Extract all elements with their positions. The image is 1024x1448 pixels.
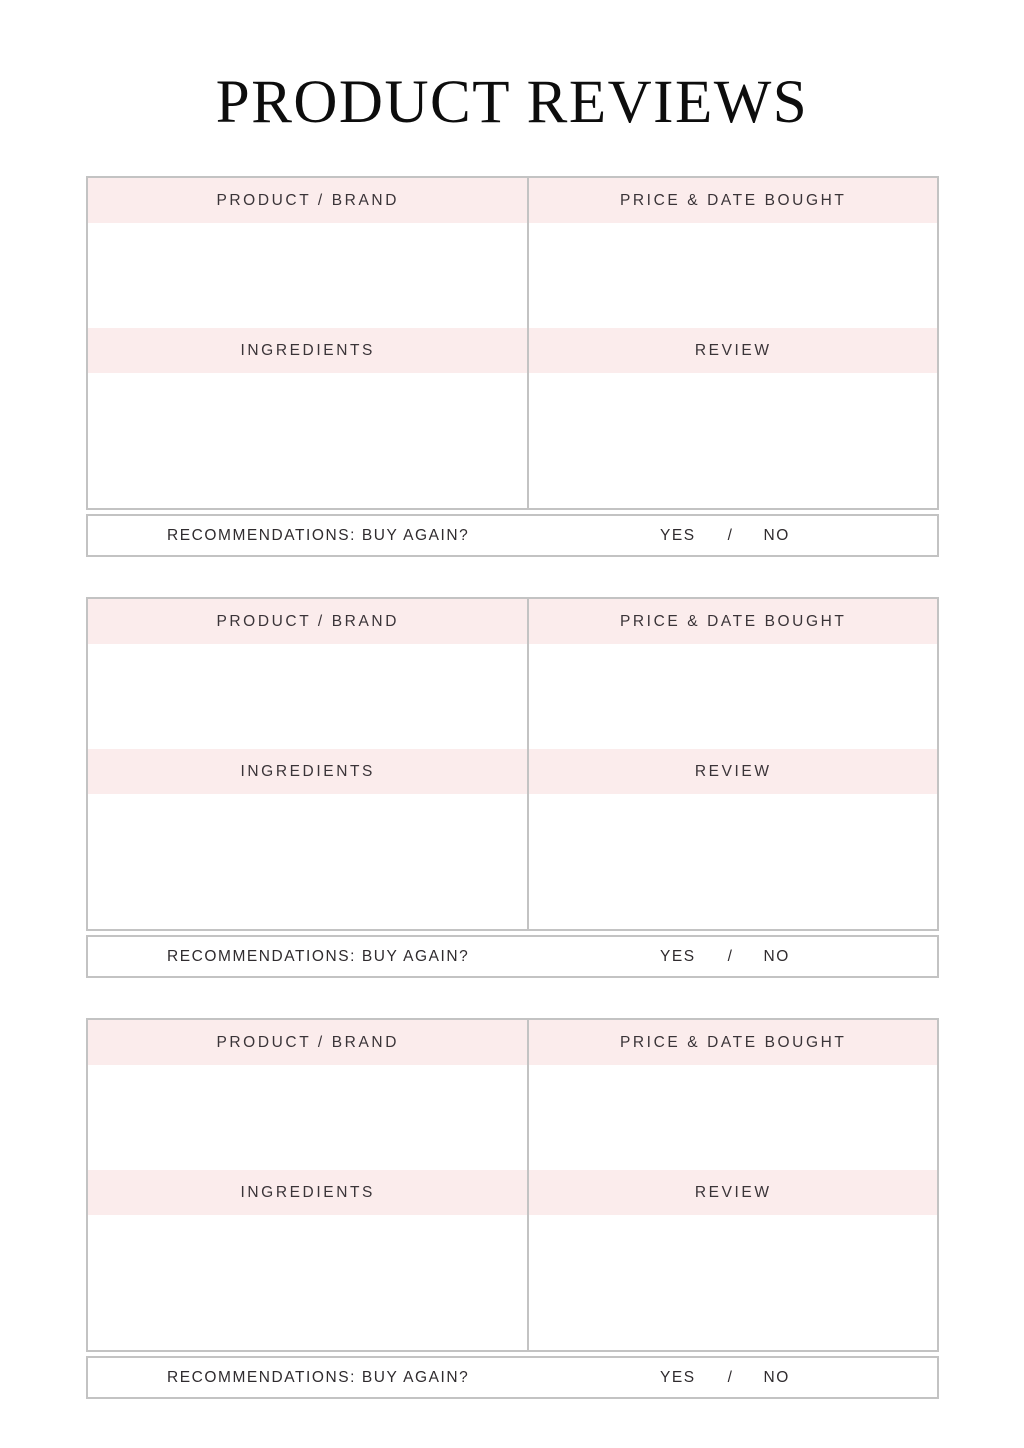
header-cell-price-date [529, 599, 937, 644]
header-label-product-brand: PRODUCT / BRAND [216, 1033, 399, 1051]
review-table [86, 176, 939, 510]
table-header-row-bottom [88, 749, 937, 794]
recommendation-yes-option[interactable]: YES [660, 947, 696, 965]
recommendation-yes-option[interactable]: YES [660, 526, 696, 544]
recommendation-no-option[interactable]: NO [763, 1368, 790, 1386]
recommendation-separator: / [727, 947, 734, 965]
recommendation-separator: / [727, 526, 734, 544]
recommendation-no-option[interactable]: NO [763, 947, 790, 965]
header-label-ingredients: INGREDIENTS [240, 762, 375, 780]
header-label-price-date: PRICE & DATE BOUGHT [619, 612, 847, 630]
page-title: PRODUCT REVIEWS [215, 69, 809, 136]
entry-cell-product-brand[interactable] [88, 223, 529, 328]
recommendation-separator: / [727, 1368, 734, 1386]
table-entry-row-bottom [88, 794, 937, 929]
recommendation-yes-option[interactable]: YES [660, 1368, 696, 1386]
entry-cell-review[interactable] [529, 1215, 937, 1350]
header-cell-product-brand [88, 1020, 529, 1065]
header-label-review: REVIEW [694, 1183, 772, 1201]
recommendation-choices [660, 948, 790, 966]
header-cell-review [529, 1170, 937, 1215]
header-label-product-brand: PRODUCT / BRAND [216, 191, 399, 209]
header-label-product-brand: PRODUCT / BRAND [216, 612, 399, 630]
review-card [86, 597, 939, 978]
header-cell-price-date [529, 178, 937, 223]
header-cell-product-brand [88, 599, 529, 644]
header-cell-review [529, 749, 937, 794]
recommendation-row [86, 514, 939, 557]
entry-cell-product-brand[interactable] [88, 1065, 529, 1170]
entry-cell-ingredients[interactable] [88, 1215, 529, 1350]
recommendation-choices [660, 1369, 790, 1387]
table-entry-row-top [88, 644, 937, 749]
review-cards-list [0, 176, 1024, 1399]
header-label-review: REVIEW [694, 341, 772, 359]
header-cell-review [529, 328, 937, 373]
review-table [86, 597, 939, 931]
header-label-price-date: PRICE & DATE BOUGHT [619, 1033, 847, 1051]
header-cell-ingredients [88, 328, 529, 373]
table-entry-row-top [88, 1065, 937, 1170]
header-label-review: REVIEW [694, 762, 772, 780]
entry-cell-price-date[interactable] [529, 1065, 937, 1170]
recommendation-row [86, 1356, 939, 1399]
recommendation-question: RECOMMENDATIONS: BUY AGAIN? [167, 526, 470, 544]
review-table [86, 1018, 939, 1352]
review-card [86, 1018, 939, 1399]
header-label-ingredients: INGREDIENTS [240, 341, 375, 359]
recommendation-question: RECOMMENDATIONS: BUY AGAIN? [167, 1368, 470, 1386]
entry-cell-ingredients[interactable] [88, 794, 529, 929]
recommendation-question: RECOMMENDATIONS: BUY AGAIN? [167, 947, 470, 965]
review-card [86, 176, 939, 557]
table-entry-row-top [88, 223, 937, 328]
table-entry-row-bottom [88, 373, 937, 508]
recommendation-no-option[interactable]: NO [763, 526, 790, 544]
entry-cell-price-date[interactable] [529, 644, 937, 749]
header-cell-price-date [529, 1020, 937, 1065]
table-header-row-top [88, 178, 937, 223]
header-cell-ingredients [88, 749, 529, 794]
table-header-row-bottom [88, 1170, 937, 1215]
table-header-row-bottom [88, 328, 937, 373]
recommendation-row [86, 935, 939, 978]
header-label-price-date: PRICE & DATE BOUGHT [619, 191, 847, 209]
entry-cell-product-brand[interactable] [88, 644, 529, 749]
entry-cell-review[interactable] [529, 373, 937, 508]
entry-cell-price-date[interactable] [529, 223, 937, 328]
recommendation-choices [660, 527, 790, 545]
header-cell-ingredients [88, 1170, 529, 1215]
table-entry-row-bottom [88, 1215, 937, 1350]
header-cell-product-brand [88, 178, 529, 223]
table-header-row-top [88, 1020, 937, 1065]
entry-cell-ingredients[interactable] [88, 373, 529, 508]
entry-cell-review[interactable] [529, 794, 937, 929]
table-header-row-top [88, 599, 937, 644]
header-label-ingredients: INGREDIENTS [240, 1183, 375, 1201]
